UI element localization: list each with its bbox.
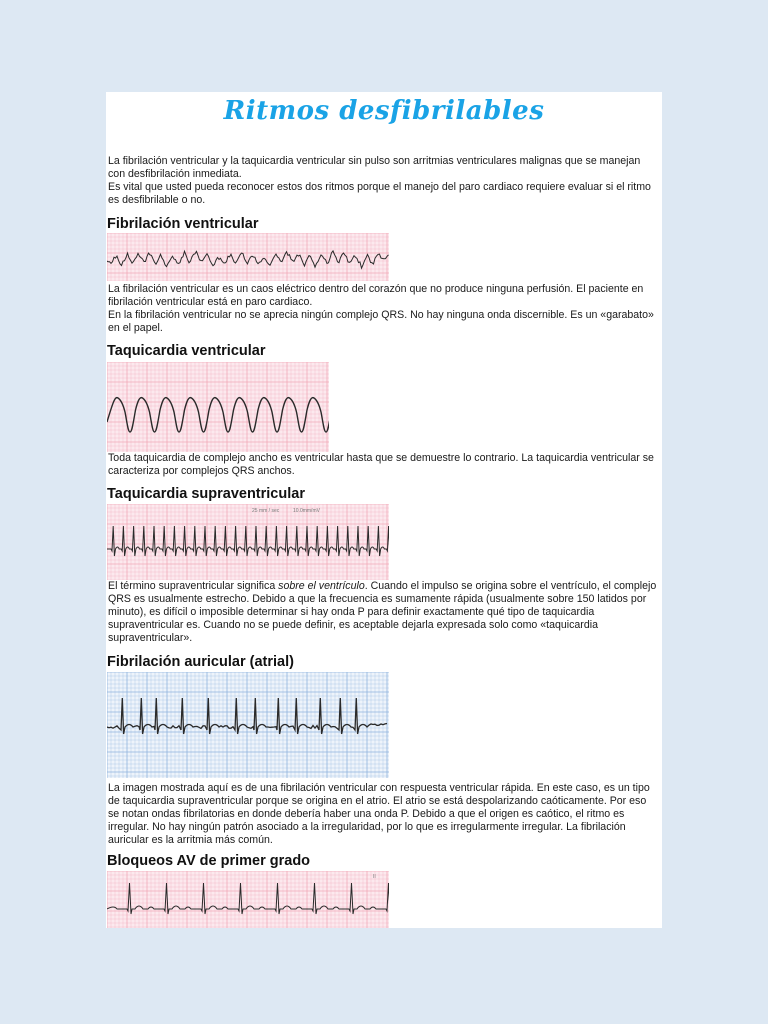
vf-text-1: La fibrilación ventricular es un caos eléctrico dentro del corazón que no produce ninguna perfusión. El paciente en fibrilación ventricular está en paro cardiaco.	[108, 283, 644, 308]
intro-text-2: Es vital que usted pueda reconocer estos dos ritmos porque el manejo del paro cardiaco requiere evaluar si el ritmo es desfibrilable o no.	[108, 181, 651, 206]
svt-text-start: El término supraventricular significa	[108, 580, 279, 592]
vt-text-1: Toda taquicardia de complejo ancho es ventricular hasta que se demuestre lo contrario. La taquicardia ventricular se caracteriza por complejos QRS anchos.	[108, 452, 654, 477]
ecg-strip-vf-image	[107, 233, 389, 281]
svt-text-emphasis: sobre el ventrículo	[278, 580, 365, 592]
svt-paragraph	[108, 580, 660, 645]
heading-ventricular-tachycardia: Taquicardia ventricular	[107, 343, 266, 359]
svt-text-1	[108, 580, 660, 645]
vf-paragraph	[108, 283, 660, 335]
af-paragraph	[108, 782, 660, 847]
svt-speed-label: 25 mm / sec	[252, 508, 280, 514]
svt-text-end: . Cuando el impulso se origina sobre el ventrículo, el complejo QRS es usualmente estrecho. Debido a que la frecuencia es sumamente rápida (usualmente sobre 150 latidos por minuto), es difícil o imposible determinar si hay onda P para definir exactamente qué tipo de taquicardia supraventricular es. Cuando no se puede definir, es aceptable dejarla expresada solo como «taquicardia supraventricular».	[108, 580, 657, 644]
vf-text-2: En la fibrilación ventricular no se aprecia ningún complejo QRS. No hay ninguna onda discernible. Es un «garabato» en el papel.	[108, 309, 654, 334]
intro-paragraph	[108, 155, 660, 207]
page-title: Ritmos desfibrilables	[223, 96, 545, 126]
heading-atrial-fibrillation: Fibrilación auricular (atrial)	[107, 654, 294, 670]
heading-supraventricular-tachycardia: Taquicardia supraventricular	[107, 486, 305, 502]
svt-gain-label: 10.0mm/mV	[293, 508, 320, 514]
ecg-strip-vt-image	[107, 362, 329, 452]
document-page	[106, 92, 662, 928]
heading-ventricular-fibrillation: Fibrilación ventricular	[107, 216, 259, 232]
heading-first-degree-av-block: Bloqueos AV de primer grado	[107, 853, 311, 869]
ecg-strip-svt-image	[107, 504, 389, 580]
intro-text-1: La fibrilación ventricular y la taquicardia ventricular sin pulso son arritmias ventriculares malignas que se manejan con desfibrilación inmediata.	[108, 155, 641, 180]
vt-paragraph	[108, 452, 660, 478]
ecg-strip-af-image	[107, 672, 389, 778]
ecg-strip-av-block-image	[107, 871, 389, 928]
af-text-1: La imagen mostrada aquí es de una fibrilación ventricular con respuesta ventricular rápida. En este caso, es un tipo de taquicardia supraventricular porque se origina en el atrio. El atrio se está despolarizando caóticamente. Por eso se notan ondas fibrilatorias en donde debería haber una onda P. Debido a que el origen es caótico, el ritmo es irregular. No hay ningún patrón asociado a la irregularidad, por lo que es irregularmente irregular. La fibrilación auricular es la arritmia más común.	[108, 782, 650, 846]
av-block-lead-label: II	[373, 874, 376, 880]
